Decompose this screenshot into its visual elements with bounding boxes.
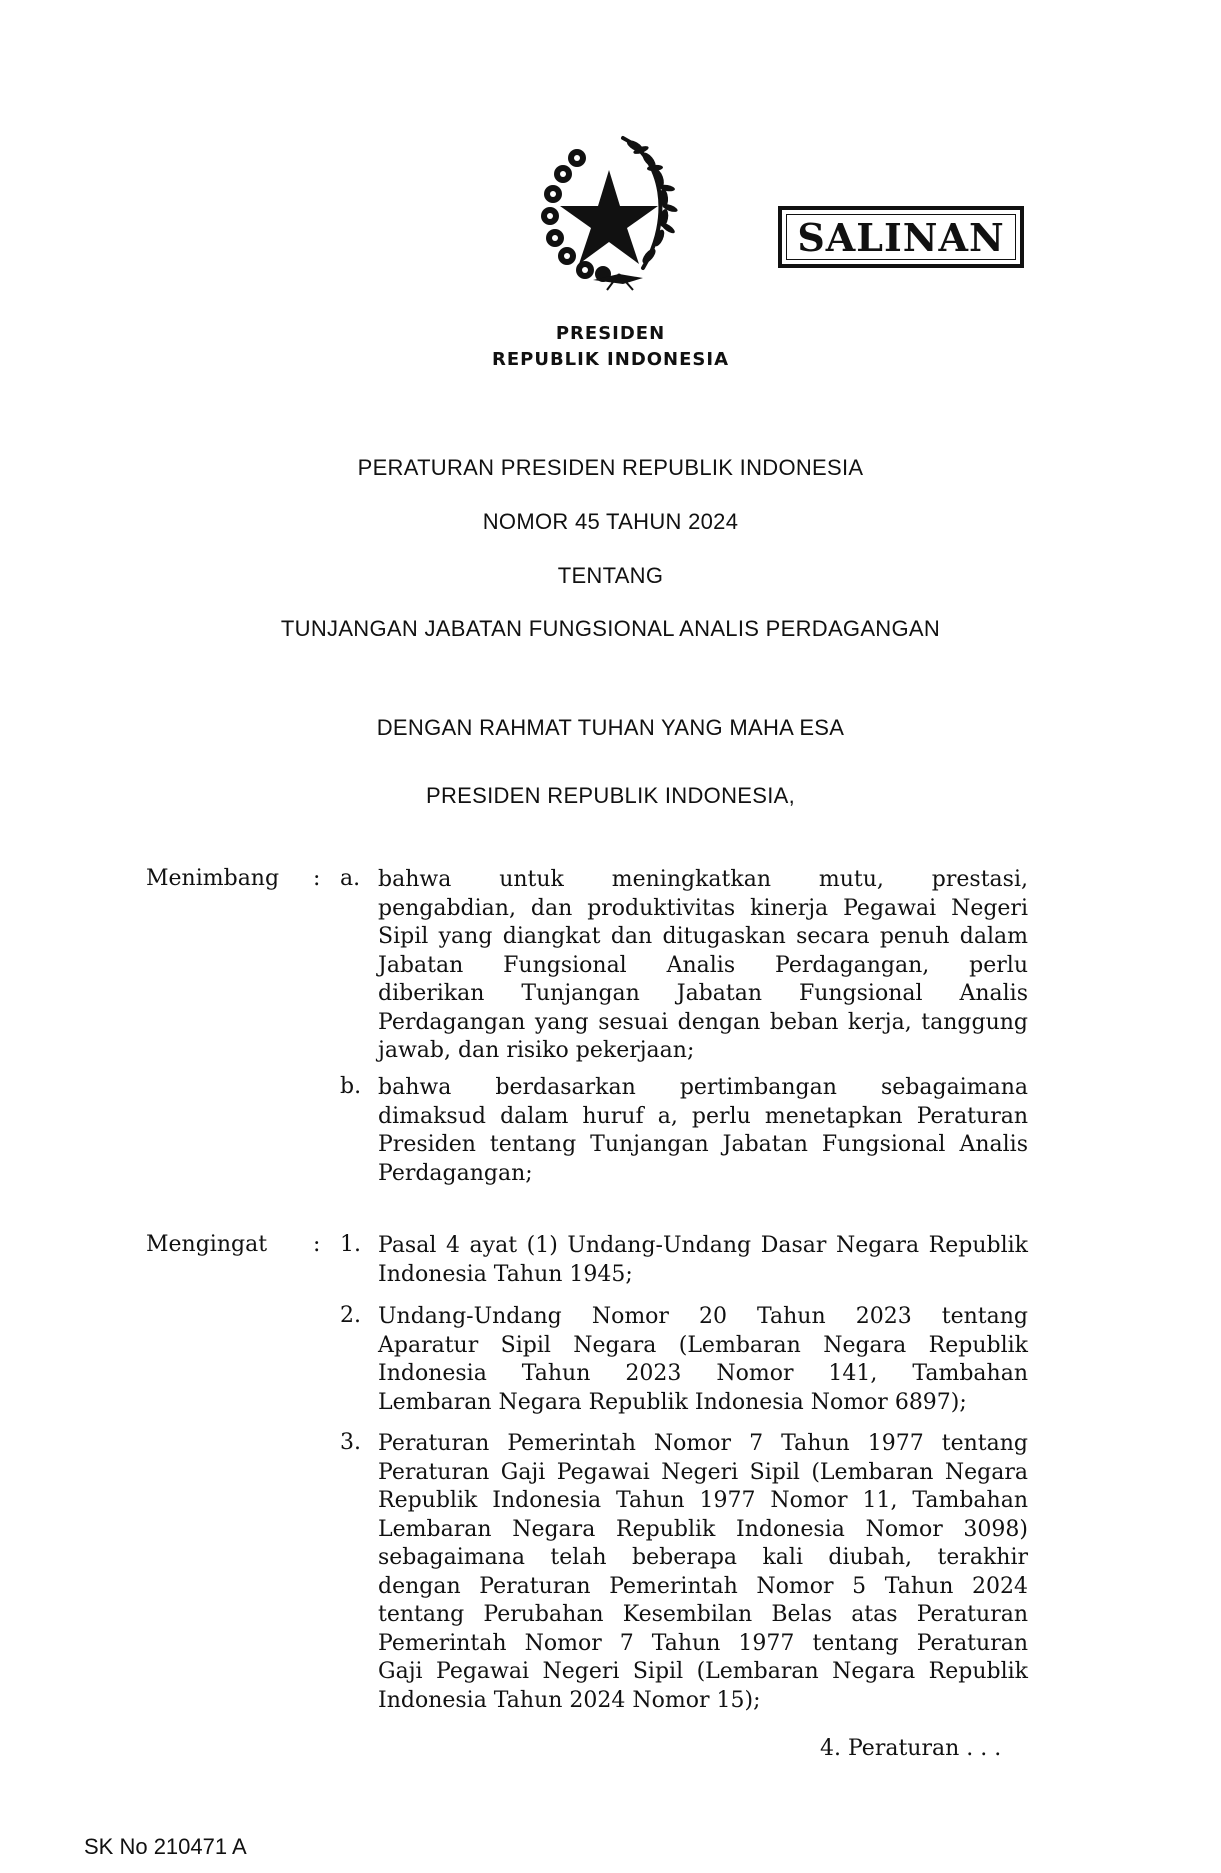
text-line: Lembaran Negara Republik Indonesia Nomor 6897); [378, 1389, 967, 1415]
mengingat-item-2-number: 2. [340, 1303, 361, 1328]
regulation-title: PERATURAN PRESIDEN REPUBLIK INDONESIA [357, 455, 864, 480]
text-line: bahwa berdasarkan pertimbangan sebagaimana [378, 1075, 1028, 1100]
regulation-tentang: TENTANG [557, 563, 664, 588]
preamble-presiden: PRESIDEN REPUBLIK INDONESIA, [425, 783, 796, 808]
salinan-stamp [778, 206, 1024, 268]
text-line: Pasal 4 ayat (1) Undang-Undang Dasar Negara Republik [378, 1233, 1028, 1258]
text-line: Lembaran Negara Republik Indonesia Nomor 3098) [378, 1516, 1028, 1542]
text-line: pengabdian, dan produktivitas kinerja Pegawai Negeri [378, 895, 1028, 921]
regulation-subject: TUNJANGAN JABATAN FUNGSIONAL ANALIS PERDAGANGAN [280, 616, 941, 641]
menimbang-item-a-number: a. [340, 866, 361, 891]
mengingat-item-2 [378, 1303, 1028, 1417]
text-line: Sipil yang diangkat dan ditugaskan secara penuh dalam [378, 924, 1028, 949]
text-line: Republik Indonesia Tahun 1977 Nomor 11, Tambahan [378, 1488, 1028, 1513]
presidential-emblem-icon [523, 128, 687, 298]
menimbang-item-b [378, 1074, 1028, 1188]
regulation-number: NOMOR 45 TAHUN 2024 [482, 509, 739, 534]
mengingat-colon: : [313, 1232, 321, 1257]
text-line: Peraturan Gaji Pegawai Negeri Sipil (Lembaran Negara [378, 1459, 1028, 1485]
menimbang-colon: : [313, 866, 321, 891]
document-code: SK No 210471 A [84, 1834, 247, 1859]
text-line: dengan Peraturan Pemerintah Nomor 5 Tahun 2024 [378, 1573, 1028, 1599]
text-line: Perdagangan; [378, 1160, 533, 1186]
mengingat-item-1-number: 1. [340, 1232, 361, 1257]
text-line: tentang Perubahan Kesembilan Belas atas Peraturan [378, 1602, 1028, 1627]
presiden-label: PRESIDEN [555, 323, 666, 344]
republik-indonesia-label: REPUBLIK INDONESIA [491, 349, 730, 370]
text-line: Indonesia Tahun 2024 Nomor 15); [378, 1687, 761, 1713]
text-line: Aparatur Sipil Negara (Lembaran Negara Republik [378, 1332, 1028, 1358]
text-line: Undang-Undang Nomor 20 Tahun 2023 tentang [378, 1304, 1028, 1329]
text-line: Presiden tentang Tunjangan Jabatan Fungsional Analis [378, 1132, 1028, 1157]
text-line: Indonesia Tahun 1945; [378, 1261, 633, 1287]
mengingat-item-3 [378, 1430, 1028, 1715]
text-line: Indonesia Tahun 2023 Nomor 141, Tambahan [378, 1361, 1028, 1386]
text-line: bahwa untuk meningkatkan mutu, prestasi, [378, 867, 1028, 892]
text-line: jawab, dan risiko pekerjaan; [378, 1038, 695, 1063]
menimbang-label: Menimbang [146, 866, 280, 891]
mengingat-item-3-number: 3. [340, 1430, 361, 1455]
mengingat-label: Mengingat [146, 1232, 268, 1257]
text-line: dimaksud dalam huruf a, perlu menetapkan Peraturan [378, 1103, 1028, 1129]
text-line: Gaji Pegawai Negeri Sipil (Lembaran Negara Republik [378, 1659, 1028, 1684]
text-line: diberikan Tunjangan Jabatan Fungsional Analis [378, 981, 1028, 1006]
text-line: Peraturan Pemerintah Nomor 7 Tahun 1977 tentang [378, 1431, 1028, 1456]
text-line: sebagaimana telah beberapa kali diubah, terakhir [378, 1545, 1028, 1570]
text-line: Jabatan Fungsional Analis Perdagangan, perlu [378, 952, 1028, 978]
preamble-rahmat: DENGAN RAHMAT TUHAN YANG MAHA ESA [376, 715, 845, 740]
page-continuation: 4. Peraturan . . . [820, 1736, 1002, 1761]
text-line: Pemerintah Nomor 7 Tahun 1977 tentang Peraturan [378, 1630, 1028, 1656]
menimbang-item-a [378, 866, 1028, 1066]
mengingat-item-1 [378, 1232, 1028, 1289]
text-line: Perdagangan yang sesuai dengan beban kerja, tanggung [378, 1009, 1028, 1035]
menimbang-item-b-number: b. [340, 1074, 362, 1099]
salinan-label: SALINAN [797, 214, 1005, 260]
